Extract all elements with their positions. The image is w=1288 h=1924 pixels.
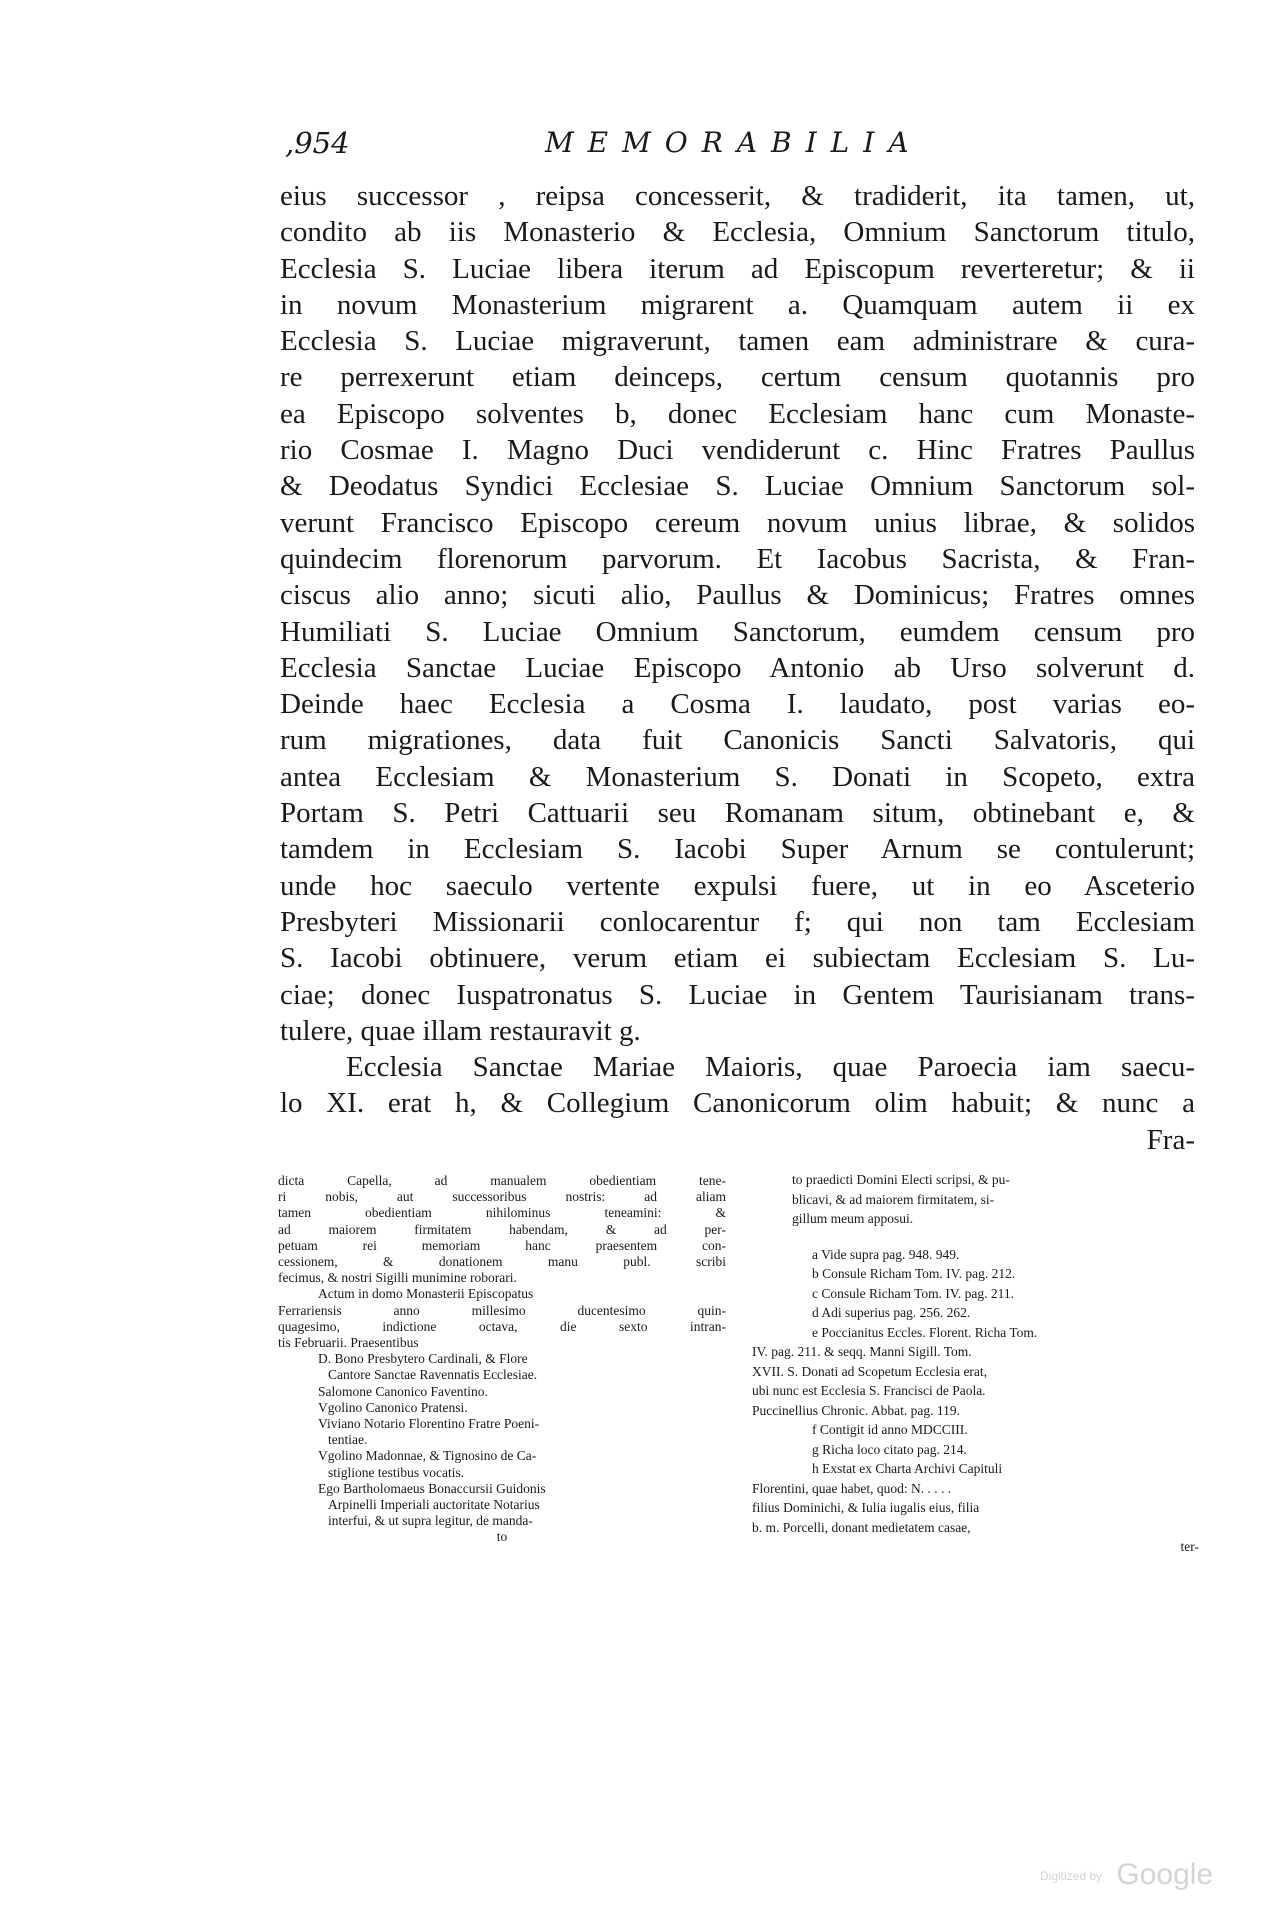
- footnote-line: to praedicti Domini Electi scripsi, & pu-: [792, 1172, 1010, 1187]
- text-line: in novum Monasterium migrarent a. Quamquam autem ii ex: [280, 288, 1195, 321]
- paragraph-start-line: Ecclesia Sanctae Mariae Maioris, quae Paroecia iam saecu-: [346, 1051, 1195, 1084]
- footnote-line: tamen obedientiam nihilominus teneamini: &: [278, 1205, 726, 1221]
- footnote-line: D. Bono Presbytero Cardinali, & Flore: [318, 1351, 528, 1367]
- text-line: antea Ecclesiam & Monasterium S. Donati in Scopeto, extra: [280, 760, 1195, 793]
- watermark-caption: Digitized by: [1040, 1869, 1103, 1884]
- footnote-line: b. m. Porcelli, donant medietatem casae,: [752, 1519, 971, 1535]
- text-line: Deinde haec Ecclesia a Cosma I. laudato, post varias eo-: [280, 688, 1195, 721]
- text-line: condito ab iis Monasterio & Ecclesia, Omnium Sanctorum titulo,: [280, 216, 1195, 249]
- text-line: verunt Francisco Episcopo cereum novum unius librae, & solidos: [280, 506, 1195, 539]
- footnote-line: f Contigit id anno MDCCIII.: [812, 1422, 968, 1437]
- text-line: rum migrationes, data fuit Canonicis Sancti Salvatoris, qui: [280, 724, 1195, 757]
- footnote-line: h Exstat ex Charta Archivi Capituli: [812, 1461, 1003, 1476]
- text-line: tulere, quae illam restauravit g.: [280, 1014, 641, 1047]
- footnote-line: Vgolino Madonnae, & Tignosino de Ca-: [318, 1448, 537, 1464]
- footnote-line: Vgolino Canonico Pratensi.: [318, 1399, 468, 1415]
- footnote-line: e Poccianitus Eccles. Florent. Richa Tom.: [812, 1324, 1038, 1340]
- spacer: [752, 1229, 1199, 1245]
- footnote-line: d Adi superius pag. 256. 262.: [812, 1305, 971, 1320]
- digitized-watermark: [1040, 1858, 1240, 1892]
- footnote-line: petuam rei memoriam hanc praesentem con-: [278, 1237, 726, 1253]
- footnote-line: stiglione testibus vocatis.: [328, 1464, 465, 1480]
- footnote-line: Arpinelli Imperiali auctoritate Notarius: [328, 1497, 540, 1513]
- text-line: Humiliati S. Luciae Omnium Sanctorum, eumdem censum pro: [280, 615, 1195, 648]
- footnote-line: tis Februarii. Praesentibus: [278, 1335, 419, 1351]
- footnote-line: IV. pag. 211. & seqq. Manni Sigill. Tom.: [752, 1344, 972, 1359]
- footnote-line: gillum meum apposui.: [792, 1211, 914, 1226]
- running-title: MEMORABILIA: [545, 126, 923, 159]
- footnote-line: interfui, & ut supra legitur, de manda-: [328, 1513, 533, 1529]
- footnote-line: cessionem, & donationem manu publ. scribi: [278, 1254, 726, 1270]
- footnote-line: Viviano Notario Florentino Fratre Poeni-: [318, 1416, 540, 1432]
- catchword: Fra-: [1146, 1123, 1195, 1156]
- text-line: ea Episcopo solventes b, donec Ecclesiam hanc cum Monaste-: [280, 397, 1195, 430]
- page-number: ,954: [285, 126, 350, 160]
- text-line: Ecclesia Sanctae Luciae Episcopo Antonio ab Urso solverunt d.: [280, 651, 1195, 684]
- footnote-line: blicavi, & ad maiorem firmitatem, si-: [792, 1191, 995, 1207]
- footnote-line: quagesimo, indictione octava, die sexto intran-: [278, 1318, 726, 1334]
- text-line: lo XI. erat h, & Collegium Canonicorum olim habuit; & nunc a: [280, 1087, 1195, 1120]
- text-line: Ecclesia S. Luciae migraverunt, tamen eam administrare & cura-: [280, 325, 1195, 358]
- footnote-line: fecimus, & nostri Sigilli munimine roborari.: [278, 1270, 517, 1286]
- footnote-line: ubi nunc est Ecclesia S. Francisci de Paola.: [752, 1383, 986, 1398]
- text-line: rio Cosmae I. Magno Duci vendiderunt c. Hinc Fratres Paullus: [280, 434, 1195, 467]
- footnotes-right-column: [752, 1170, 1199, 1557]
- text-line: & Deodatus Syndici Ecclesiae S. Luciae Omnium Sanctorum sol-: [280, 470, 1195, 503]
- text-line: S. Iacobi obtinuere, verum etiam ei subiectam Ecclesiam S. Lu-: [280, 942, 1195, 975]
- text-line: ciae; donec Iuspatronatus S. Luciae in Gentem Taurisianam trans-: [280, 978, 1195, 1011]
- footnotes-left-column: [278, 1173, 726, 1546]
- footnote-line: c Consule Richam Tom. IV. pag. 211.: [812, 1285, 1015, 1301]
- footnote-line: Ferrariensis anno millesimo ducentesimo quin-: [278, 1302, 726, 1318]
- footnote-line: dicta Capella, ad manualem obedientiam tene-: [278, 1173, 726, 1188]
- footnote-line: a Vide supra pag. 948. 949.: [812, 1246, 960, 1262]
- footnote-line: Salomone Canonico Faventino.: [318, 1383, 488, 1399]
- footnote-line: Cantore Sanctae Ravennatis Ecclesiae.: [328, 1367, 538, 1383]
- footnote-catchword: ter-: [1180, 1539, 1199, 1554]
- footnote-line: Ego Bartholomaeus Bonaccursii Guidonis: [318, 1480, 546, 1496]
- text-line: ciscus alio anno; sicuti alio, Paullus & Dominicus; Fratres omnes: [280, 579, 1195, 612]
- main-text-block: [280, 178, 1195, 1158]
- text-line: unde hoc saeculo vertente expulsi fuere, ut in eo Asceterio: [280, 869, 1195, 902]
- running-header: [285, 126, 925, 166]
- footnote-line: Actum in domo Monasterii Episcopatus: [318, 1286, 534, 1302]
- text-line: eius successor , reipsa concesserit, & tradiderit, ita tamen, ut,: [280, 180, 1195, 212]
- footnote-line: tentiae.: [328, 1432, 368, 1448]
- text-line: Ecclesia S. Luciae libera iterum ad Episcopum reverteretur; & ii: [280, 252, 1195, 285]
- footnote-line: ad maiorem firmitatem habendam, & ad per-: [278, 1221, 726, 1237]
- text-line: re perrexerunt etiam deinceps, certum censum quotannis pro: [280, 361, 1195, 394]
- text-line: tamdem in Ecclesiam S. Iacobi Super Arnum se contulerunt;: [280, 833, 1195, 866]
- footnote-line: ri nobis, aut successoribus nostris: ad aliam: [278, 1189, 726, 1205]
- text-line: Portam S. Petri Cattuarii seu Romanam situm, obtinebant e, &: [280, 797, 1195, 830]
- google-logo: Google: [1116, 1858, 1214, 1891]
- footnote-catchword: to: [496, 1529, 508, 1545]
- footnote-line: g Richa loco citato pag. 214.: [812, 1441, 967, 1457]
- footnote-line: filius Dominichi, & Iulia iugalis eius, filia: [752, 1500, 980, 1515]
- text-line: Presbyteri Missionarii conlocarentur f; qui non tam Ecclesiam: [280, 905, 1195, 938]
- footnote-line: b Consule Richam Tom. IV. pag. 212.: [812, 1266, 1016, 1281]
- text-line: quindecim florenorum parvorum. Et Iacobus Sacrista, & Fran-: [280, 542, 1195, 575]
- footnote-line: Florentini, quae habet, quod: N. . . . .: [752, 1480, 952, 1496]
- footnote-line: XVII. S. Donati ad Scopetum Ecclesia erat,: [752, 1363, 988, 1379]
- footnote-line: Puccinellius Chronic. Abbat. pag. 119.: [752, 1402, 960, 1418]
